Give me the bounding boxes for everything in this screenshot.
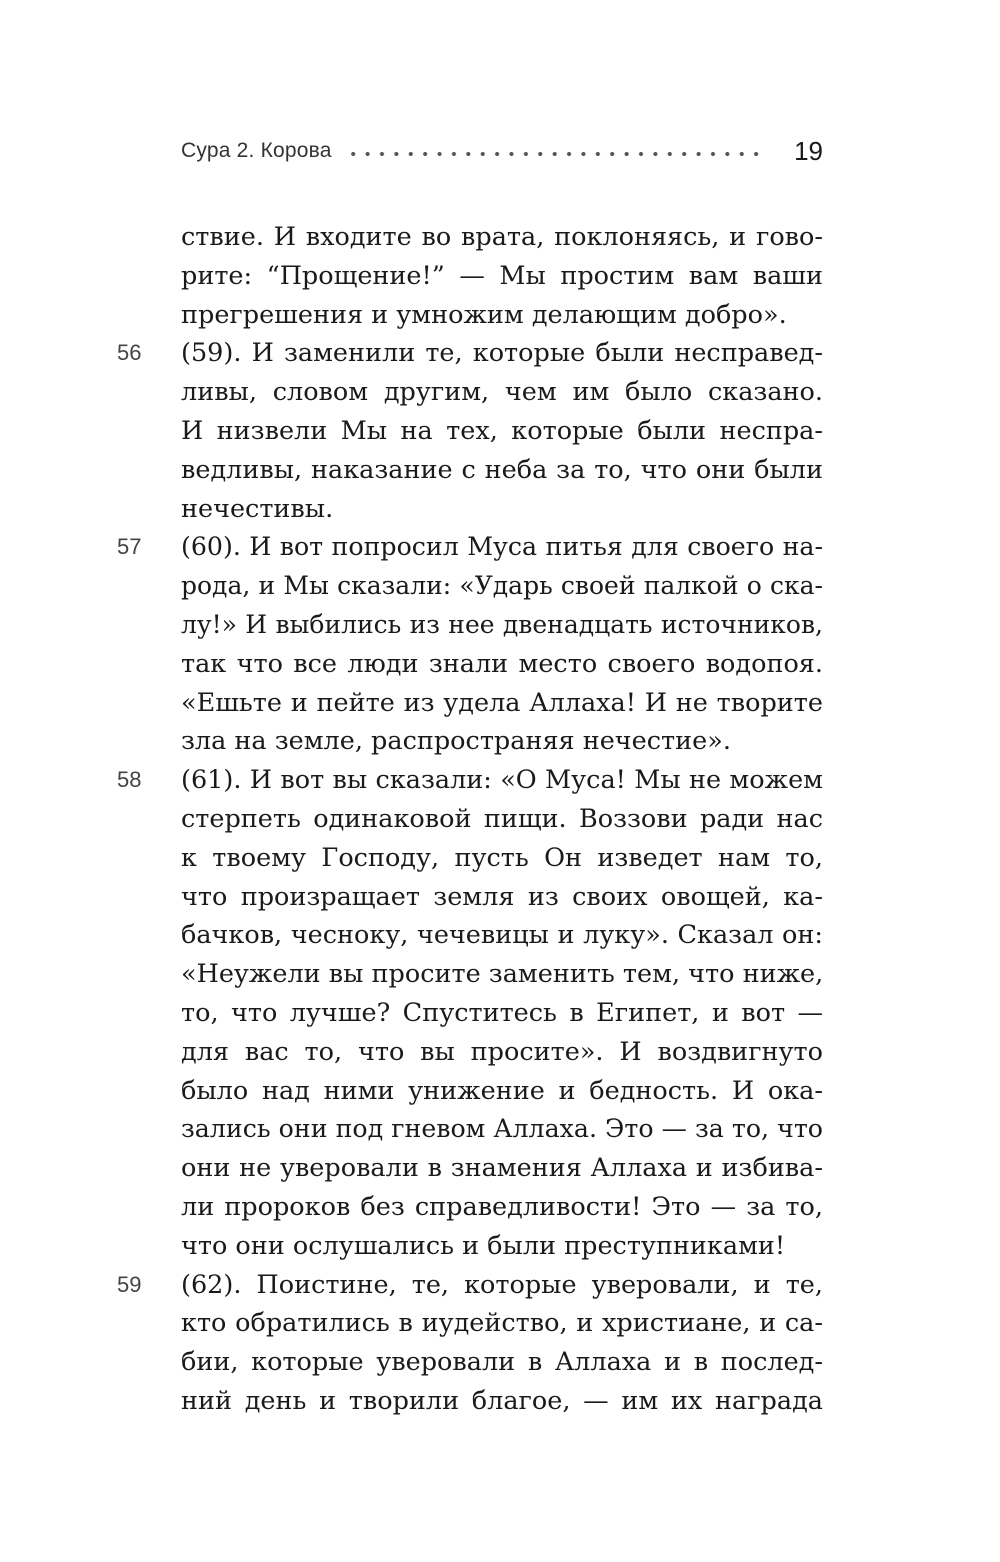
text-line: кто обратились в иудейство, и христиане, и са- — [181, 1308, 823, 1339]
text-line: ствие. И входите во врата, поклоняясь, и гово- — [181, 222, 823, 252]
verse-number: 59 — [117, 1271, 142, 1297]
text-line: то, что лучше? Спуститесь в Египет, и вот — — [181, 997, 823, 1028]
text-line: ли пророков без справедливости! Это — за то, — [181, 1191, 823, 1222]
dot-leader — [346, 151, 764, 157]
text-line: бии, которые уверовали в Аллаха и в послед- — [181, 1347, 823, 1378]
verse-first-line — [117, 334, 823, 373]
verse-first-line — [117, 528, 823, 567]
text-line: нечестивы. — [181, 493, 334, 524]
text-line: они не уверовали в знамения Аллаха и избива- — [181, 1153, 823, 1184]
text-line: зла на земле, распространяя нечестие». — [181, 726, 731, 757]
body-text — [117, 218, 824, 1421]
text-line: для вас то, что вы просите». И воздвигнуто — [181, 1036, 823, 1067]
text-line: ливы, словом другим, чем им было сказано. — [181, 377, 823, 408]
verse-number: 56 — [117, 340, 142, 366]
text-line: «Ешьте и пейте из удела Аллаха! И не творите — [181, 687, 823, 718]
text-line: рите: “Прощение!” — Мы простим вам ваши — [181, 260, 823, 291]
text-line: ний день и творили благое, — им их награда — [181, 1385, 823, 1416]
page-number: 19 — [794, 135, 823, 166]
text-line: И низвели Мы на тех, которые были неспра- — [181, 415, 823, 446]
text-line: (60). И вот попросил Муса питья для своего на- — [181, 532, 823, 562]
text-line: зались они под гневом Аллаха. Это — за то, что — [181, 1114, 823, 1144]
verse-number: 58 — [117, 767, 142, 793]
verse-number: 57 — [117, 534, 142, 560]
running-title: Сура 2. Корова — [181, 139, 332, 162]
text-line: (62). Поистине, те, которые уверовали, и те, — [181, 1269, 823, 1300]
text-line: (59). И заменили те, которые были несправед- — [181, 338, 823, 369]
text-line: «Неужели вы просите заменить тем, что ниже, — [181, 959, 824, 990]
text-line: так что все люди знали место своего водопоя. — [181, 648, 823, 679]
text-line: рода, и Мы сказали: «Ударь своей палкой о ска- — [181, 571, 823, 601]
verse-first-line — [117, 1266, 823, 1305]
text-line: к твоему Господу, пусть Он изведет нам то, — [181, 842, 823, 873]
running-header — [181, 133, 823, 169]
text-line: что они ослушались и были преступниками! — [181, 1230, 786, 1261]
text-line: ведливы, наказание с неба за то, что они были — [181, 454, 823, 485]
verse-first-line — [117, 761, 823, 800]
text-line: что произращает земля из своих овощей, ка- — [181, 881, 823, 912]
text-line: (61). И вот вы сказали: «О Муса! Мы не можем — [181, 765, 823, 796]
text-line: лу!» И выбились из нее двенадцать источников, — [181, 609, 823, 639]
text-line: прегрешения и умножим делающим добро». — [181, 299, 787, 330]
text-line: было над ними унижение и бедность. И ока- — [181, 1075, 823, 1106]
text-line: стерпеть одинаковой пищи. Воззови ради нас — [181, 803, 823, 834]
text-line: бачков, чесноку, чечевицы и луку». Сказал он: — [181, 920, 823, 951]
